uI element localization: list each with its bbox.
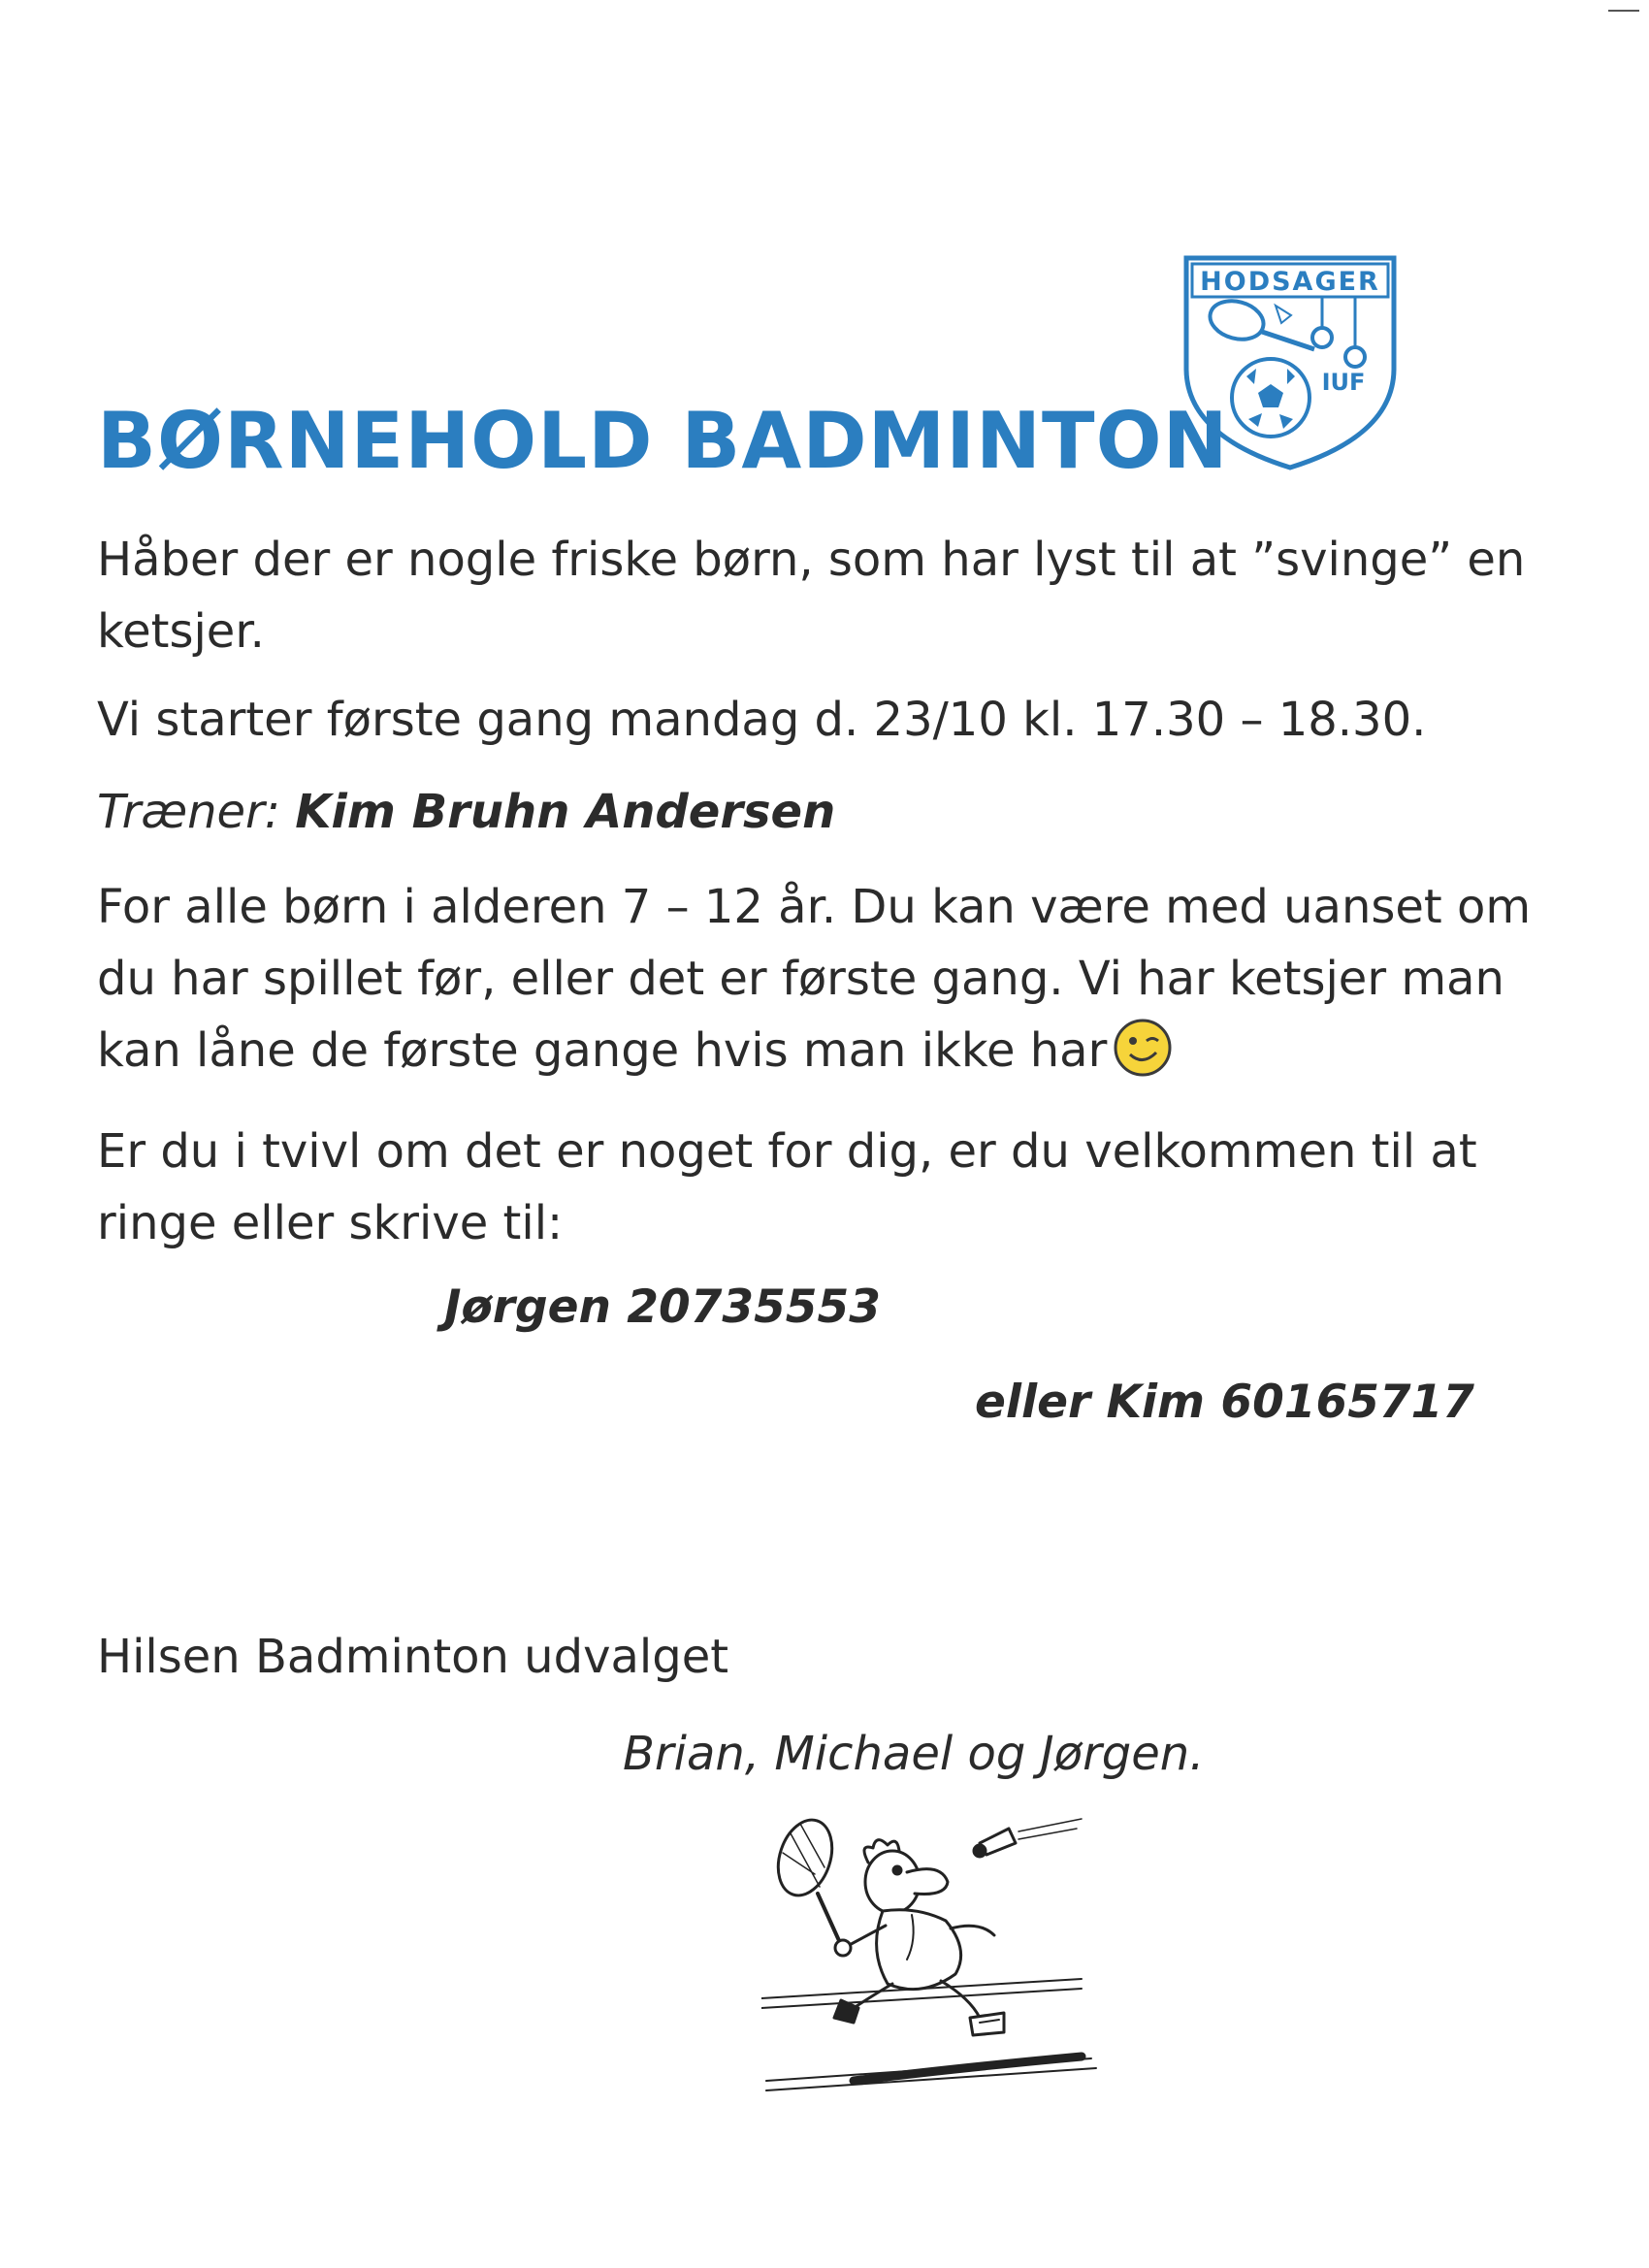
svg-text:IUF: IUF [1321, 369, 1366, 396]
page-title: BØRNEHOLD BADMINTON [97, 396, 1229, 486]
contact-kim: eller Kim 60165717 [975, 1376, 1475, 1429]
intro-paragraph: Håber der er nogle friske børn, som har lyst til at ”svinge” en ketsjer. [97, 533, 1526, 659]
audience-paragraph [97, 871, 1571, 1086]
coach-label: Træner: [97, 785, 280, 839]
contact-jorgen: Jørgen 20735553 [444, 1280, 881, 1334]
audience-text: For alle børn i alderen 7 – 12 år. Du kan være med uanset om du har spillet før, eller det er første gang. Vi har ketsjer man kan låne de første gange hvis man ikke har [97, 880, 1532, 1078]
start-time-paragraph: Vi starter første gang mandag d. 23/10 kl. 17.30 – 18.30. [97, 693, 1427, 747]
contact-intro-paragraph: Er du i tvivl om det er noget for dig, er du velkommen til at ringe eller skrive til: [97, 1124, 1477, 1250]
greeting: Hilsen Badminton udvalget [97, 1630, 729, 1684]
svg-text:HODSAGER: HODSAGER [1200, 267, 1380, 297]
coach-line [97, 776, 1571, 848]
coach-name: Kim Bruhn Andersen [295, 785, 836, 839]
winking-smiley-icon [1113, 1018, 1173, 1078]
badminton-player-illustration [761, 1814, 1101, 2115]
signature: Brian, Michael og Jørgen. [623, 1727, 1205, 1781]
scan-mark [1608, 10, 1639, 12]
